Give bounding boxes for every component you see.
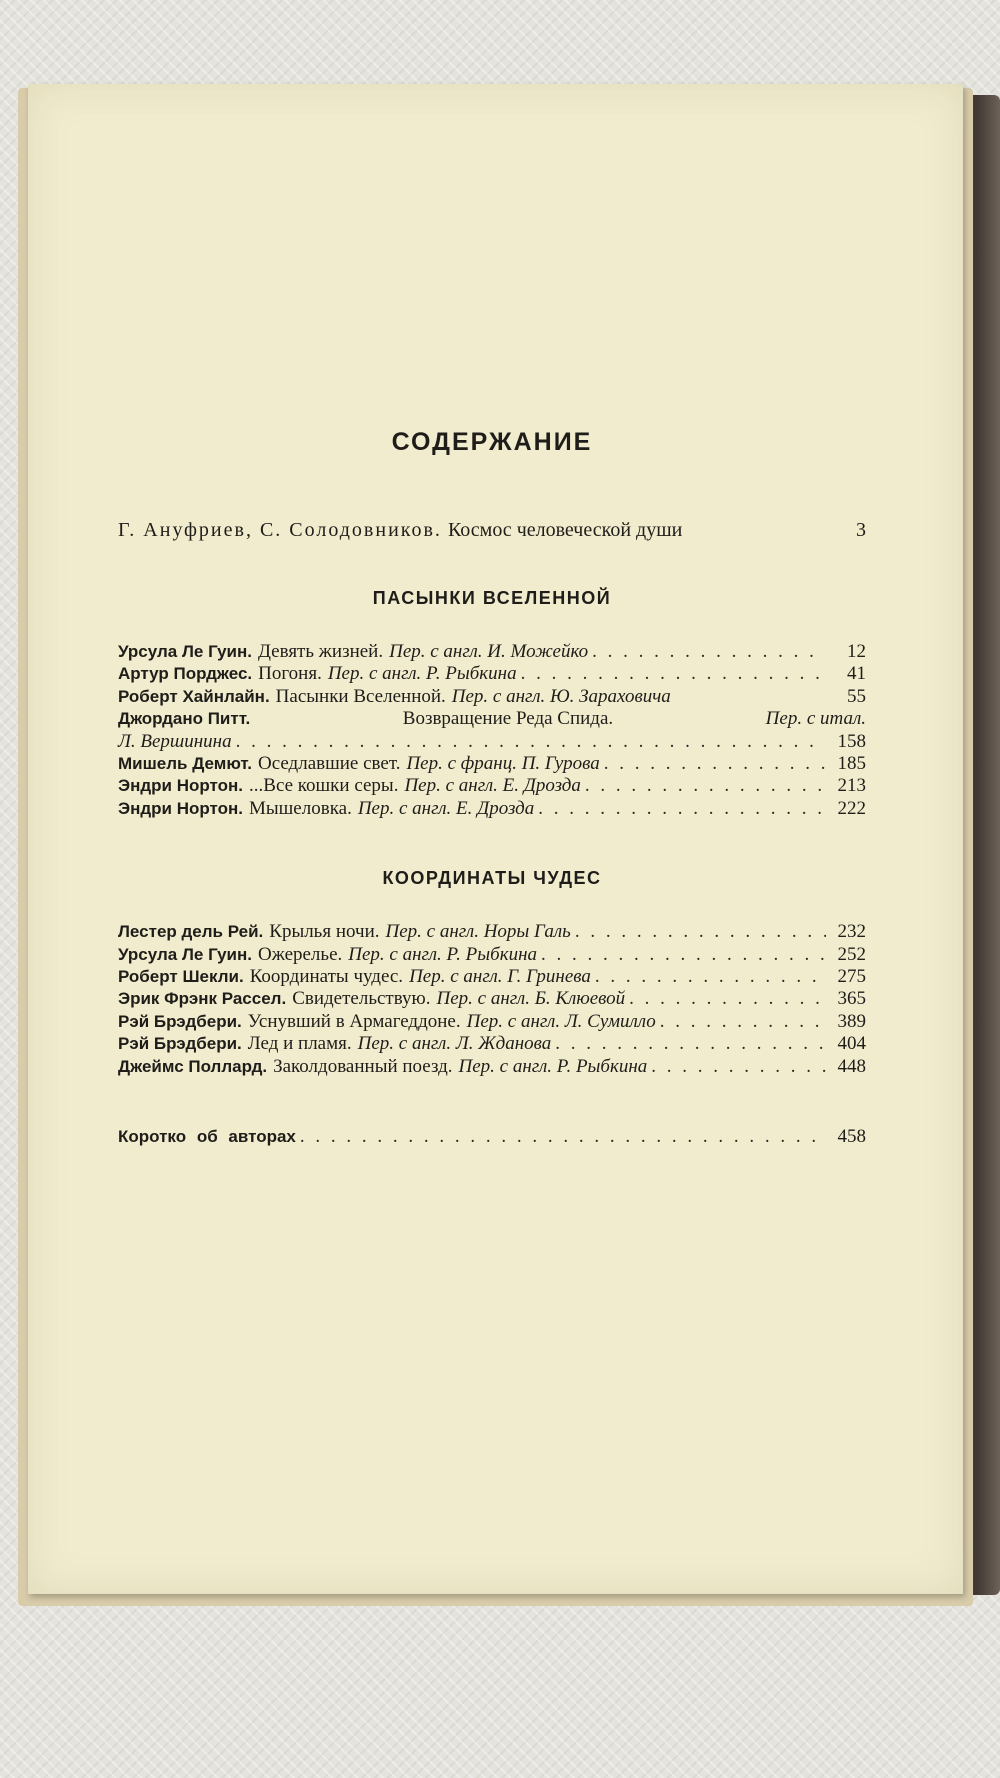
- toc-entry: [118, 966, 866, 988]
- entry-page: 55: [847, 685, 866, 707]
- entry-page: 222: [837, 797, 866, 819]
- toc-entry: [118, 1033, 866, 1055]
- entry-page: 275: [837, 966, 866, 988]
- intro-entry: [118, 519, 866, 542]
- entry-author: Артур Порджес.: [118, 664, 253, 684]
- entry-story: Пасынки Вселенной.: [275, 685, 446, 707]
- toc-entry: [118, 1011, 866, 1033]
- toc-entry: [118, 921, 866, 943]
- entry-story: Девять жизней.: [257, 641, 384, 662]
- entry-story: Лед и пламя.: [247, 1033, 352, 1055]
- section-entries-1: [118, 641, 866, 820]
- entry-translator: Пер. с англ. Р. Рыбкина: [348, 943, 538, 965]
- entry-translator: Пер. с англ. Л. Жданова: [357, 1033, 552, 1055]
- toc-entry: [118, 798, 866, 820]
- entry-story: Мышеловка.: [249, 797, 352, 819]
- entry-leader-dots: [521, 663, 826, 685]
- entry-author: Мишель Демют.: [118, 754, 252, 774]
- entry-story: Координаты чудес.: [249, 966, 404, 988]
- entry-author: Эндри Нортон.: [118, 798, 244, 818]
- entry-story: Крылья ночи.: [269, 921, 380, 943]
- entry-author: Эрик Фрэнк Рассел.: [118, 989, 287, 1009]
- entry-leader-dots: [585, 775, 826, 797]
- entry-leader-dots: [592, 641, 826, 663]
- section-title-2: КООРДИНАТЫ ЧУДЕС: [382, 868, 602, 889]
- entry-leader-dots: [660, 1011, 826, 1033]
- entry-leader-dots: [575, 921, 826, 943]
- entry-leader-dots: [595, 966, 826, 988]
- entry-author: Джеймс Поллард.: [118, 1056, 268, 1076]
- entry-translator: Пер. с англ. Е. Дрозда: [357, 797, 535, 819]
- entry-leader-dots: [541, 944, 826, 966]
- book-page: [28, 84, 963, 1594]
- entry-page: 41: [847, 663, 866, 685]
- entry-translator: Пер. с англ. Р. Рыбкина: [327, 663, 517, 685]
- entry-story: Заколдованный поезд.: [273, 1055, 453, 1077]
- entry-translator: Пер. с англ. Р. Рыбкина: [458, 1055, 648, 1077]
- entry-leader-dots: [300, 1126, 826, 1148]
- entry-author: Урсула Ле Гуин.: [118, 944, 252, 964]
- entry-page: 232: [837, 921, 866, 943]
- about-authors-entry: [118, 1126, 866, 1148]
- entry-translator: Пер. с англ. Норы Галь: [385, 921, 571, 943]
- entry-translator: Пер. с англ. Ю. Зараховича: [451, 685, 671, 707]
- table-of-contents: [118, 420, 866, 1149]
- section-title-1: ПАСЫНКИ ВСЕЛЕННОЙ: [372, 588, 612, 608]
- entry-author: Джордано Питт.: [118, 709, 251, 729]
- entry-leader-dots: [651, 1056, 826, 1078]
- entry-leader-dots: [538, 798, 826, 820]
- entry-page: 12: [847, 641, 866, 662]
- entry-leader-dots: [555, 1033, 826, 1055]
- about-authors-label: Коротко об авторах: [118, 1127, 296, 1147]
- section-entries-2: [118, 921, 866, 1078]
- entry-author: Рэй Брэдбери.: [118, 1011, 242, 1031]
- entry-story: Уснувший в Армагеддоне.: [247, 1010, 461, 1032]
- intro-page: 3: [856, 519, 866, 541]
- entry-page: 213: [837, 775, 866, 797]
- entry-translator: Пер. с англ. И. Можейко: [389, 641, 589, 662]
- entry-leader-dots: [236, 731, 826, 753]
- toc-entry-continuation: [118, 731, 866, 753]
- page-title: СОДЕРЖАНИЕ: [391, 428, 593, 456]
- toc-entry: [118, 753, 866, 775]
- entry-translator: Пер. с англ. Л. Сумилло: [466, 1010, 656, 1032]
- entry-translator: Пер. с франц. П. Гурова: [406, 753, 600, 775]
- entry-author: Роберт Хайнлайн.: [118, 686, 270, 706]
- entry-page: 158: [837, 730, 866, 752]
- about-authors-page: 458: [837, 1126, 866, 1148]
- entry-leader-dots: [604, 753, 826, 775]
- entry-story: Свидетельствую.: [292, 988, 431, 1010]
- toc-entry: [118, 663, 866, 685]
- toc-entry: [118, 641, 866, 663]
- entry-page: 252: [837, 943, 866, 965]
- entry-story: Оседлавшие свет.: [257, 753, 401, 775]
- entry-author: Эндри Нортон.: [118, 776, 244, 796]
- entry-story: ...Все кошки серы.: [249, 775, 399, 797]
- toc-entry: [118, 686, 866, 708]
- entry-author: Роберт Шекли.: [118, 967, 244, 987]
- entry-translator: Пер. с итал.: [765, 708, 866, 730]
- toc-entry: [118, 988, 866, 1010]
- entry-page: 389: [837, 1010, 866, 1032]
- entry-page: 448: [837, 1055, 866, 1077]
- entry-story: Возвращение Реда Спида.: [402, 708, 614, 730]
- entry-story: Ожерелье.: [257, 943, 343, 965]
- toc-entry: [118, 708, 866, 730]
- intro-authors: Г. Ануфриев, С. Солодовников.: [118, 519, 442, 541]
- entry-page: 185: [837, 753, 866, 775]
- entry-author: Лестер дель Рей.: [118, 922, 264, 942]
- toc-entry: [118, 775, 866, 797]
- entry-author: Урсула Ле Гуин.: [118, 642, 252, 661]
- entry-leader-dots: [629, 988, 826, 1010]
- entry-story: Погоня.: [258, 663, 322, 685]
- toc-entry: [118, 1056, 866, 1078]
- entry-translator-continued: Л. Вершинина: [118, 730, 232, 752]
- entry-page: 404: [837, 1033, 866, 1055]
- entry-author: Рэй Брэдбери.: [118, 1034, 242, 1054]
- entry-translator: Пер. с англ. Б. Клюевой: [436, 988, 626, 1010]
- intro-title: Космос человеческой души: [447, 519, 683, 541]
- entry-page: 365: [837, 988, 866, 1010]
- entry-translator: Пер. с англ. Е. Дрозда: [404, 775, 581, 797]
- toc-entry: [118, 944, 866, 966]
- entry-translator: Пер. с англ. Г. Гринева: [409, 966, 591, 988]
